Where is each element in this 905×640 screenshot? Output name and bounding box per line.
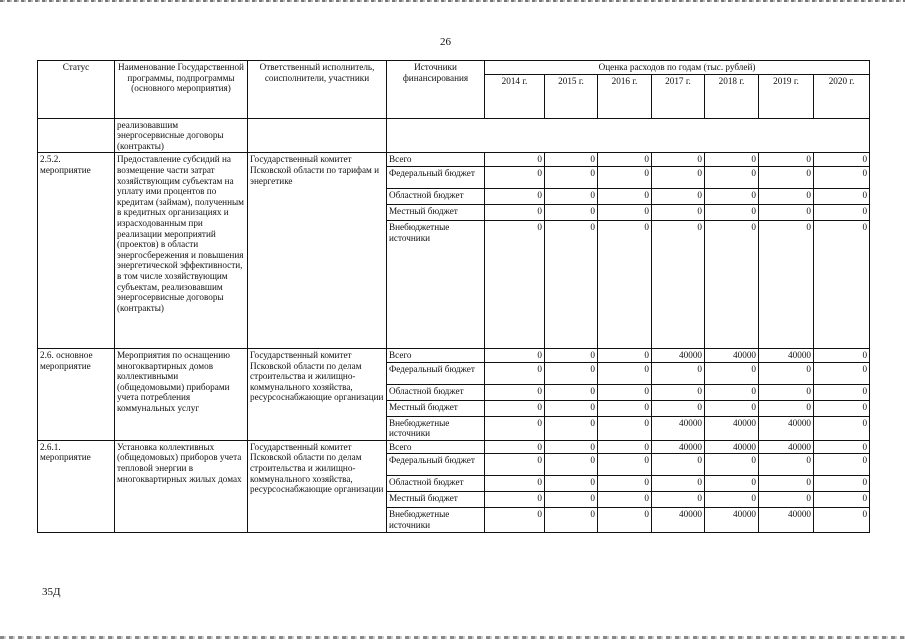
amount-cell: 40000 xyxy=(652,440,705,454)
funding-source-cell: Федеральный бюджет xyxy=(387,362,485,384)
header-program-name: Наименование Государственной программы, подпрограммы (основного мероприятия) xyxy=(115,61,248,119)
amount-cell: 40000 xyxy=(652,348,705,362)
amount-cell: 0 xyxy=(814,166,870,188)
amount-cell: 0 xyxy=(598,220,652,348)
continuation-blank-cell xyxy=(387,118,870,153)
amount-cell: 0 xyxy=(598,492,652,508)
amount-cell: 0 xyxy=(759,384,814,400)
amount-cell: 0 xyxy=(705,454,759,476)
amount-cell: 0 xyxy=(545,454,598,476)
amount-cell: 40000 xyxy=(759,348,814,362)
amount-cell: 0 xyxy=(545,416,598,440)
funding-source-cell: Федеральный бюджет xyxy=(387,166,485,188)
executor-cell: Государственный комитет Псковской области по делам строительства и жилищно-коммунального хозяйства, ресурсоснабжающие организации xyxy=(248,348,387,440)
amount-cell: 0 xyxy=(759,220,814,348)
budget-table xyxy=(37,60,870,533)
amount-cell: 0 xyxy=(545,400,598,416)
amount-cell: 0 xyxy=(705,362,759,384)
amount-cell: 0 xyxy=(652,220,705,348)
amount-cell: 0 xyxy=(814,454,870,476)
amount-cell: 40000 xyxy=(759,440,814,454)
amount-cell: 0 xyxy=(705,384,759,400)
amount-cell: 0 xyxy=(545,188,598,204)
amount-cell: 40000 xyxy=(652,508,705,532)
amount-cell: 0 xyxy=(598,384,652,400)
funding-source-cell: Внебюджетные источники xyxy=(387,416,485,440)
amount-cell: 0 xyxy=(485,166,545,188)
table-body xyxy=(38,118,870,532)
status-cell: 2.6. основное мероприятие xyxy=(38,348,115,440)
funding-source-cell: Всего xyxy=(387,348,485,362)
amount-cell: 0 xyxy=(759,188,814,204)
amount-cell: 40000 xyxy=(652,416,705,440)
amount-cell: 0 xyxy=(814,362,870,384)
amount-cell: 0 xyxy=(485,204,545,220)
amount-cell: 40000 xyxy=(759,416,814,440)
scan-edge-top xyxy=(0,0,905,2)
amount-cell: 0 xyxy=(598,400,652,416)
amount-cell: 0 xyxy=(705,188,759,204)
amount-cell: 40000 xyxy=(705,440,759,454)
funding-source-cell: Федеральный бюджет xyxy=(387,454,485,476)
amount-cell: 0 xyxy=(759,166,814,188)
funding-source-cell: Областной бюджет xyxy=(387,384,485,400)
header-funding-sources: Источники финансирования xyxy=(387,61,485,119)
amount-cell: 0 xyxy=(545,476,598,492)
funding-source-cell: Местный бюджет xyxy=(387,400,485,416)
amount-cell: 0 xyxy=(759,454,814,476)
amount-cell: 0 xyxy=(759,400,814,416)
amount-cell: 0 xyxy=(652,153,705,167)
table-row xyxy=(38,440,870,454)
amount-cell: 0 xyxy=(652,492,705,508)
amount-cell: 0 xyxy=(652,384,705,400)
funding-source-cell: Местный бюджет xyxy=(387,204,485,220)
amount-cell: 0 xyxy=(598,204,652,220)
program-name-cell: Установка коллективных (общедомовых) приборов учета тепловой энергии в многоквартирных жилых домах xyxy=(115,440,248,532)
header-year: 2015 г. xyxy=(545,74,598,118)
header-year: 2016 г. xyxy=(598,74,652,118)
amount-cell: 0 xyxy=(545,362,598,384)
amount-cell: 0 xyxy=(705,204,759,220)
amount-cell: 0 xyxy=(814,188,870,204)
amount-cell: 0 xyxy=(759,492,814,508)
header-status: Статус xyxy=(38,61,115,119)
amount-cell: 0 xyxy=(652,204,705,220)
page-number: 26 xyxy=(440,36,451,48)
header-year: 2018 г. xyxy=(705,74,759,118)
funding-source-cell: Областной бюджет xyxy=(387,188,485,204)
amount-cell: 0 xyxy=(814,153,870,167)
funding-source-cell: Внебюджетные источники xyxy=(387,508,485,532)
amount-cell: 0 xyxy=(814,348,870,362)
amount-cell: 0 xyxy=(485,416,545,440)
funding-source-cell: Всего xyxy=(387,440,485,454)
program-name-cell: Мероприятия по оснащению многоквартирных домов коллективными (общедомовыми) приборами учета потребления коммунальных услуг xyxy=(115,348,248,440)
amount-cell: 0 xyxy=(759,204,814,220)
amount-cell: 0 xyxy=(705,220,759,348)
amount-cell: 0 xyxy=(652,188,705,204)
amount-cell: 0 xyxy=(545,492,598,508)
amount-cell: 0 xyxy=(485,508,545,532)
amount-cell: 0 xyxy=(759,362,814,384)
amount-cell: 0 xyxy=(598,440,652,454)
amount-cell: 0 xyxy=(545,384,598,400)
amount-cell: 0 xyxy=(545,440,598,454)
amount-cell: 0 xyxy=(485,384,545,400)
table-row xyxy=(38,348,870,362)
amount-cell: 0 xyxy=(485,348,545,362)
amount-cell: 0 xyxy=(598,188,652,204)
funding-source-cell: Областной бюджет xyxy=(387,476,485,492)
funding-source-cell: Местный бюджет xyxy=(387,492,485,508)
amount-cell: 0 xyxy=(705,400,759,416)
amount-cell: 0 xyxy=(705,492,759,508)
amount-cell: 0 xyxy=(598,508,652,532)
amount-cell: 0 xyxy=(545,166,598,188)
amount-cell: 0 xyxy=(652,166,705,188)
amount-cell: 0 xyxy=(485,400,545,416)
continuation-status-cell xyxy=(38,118,115,153)
amount-cell: 0 xyxy=(814,400,870,416)
amount-cell: 0 xyxy=(485,153,545,167)
continuation-executor-cell xyxy=(248,118,387,153)
funding-source-cell: Внебюджетные источники xyxy=(387,220,485,348)
table-row xyxy=(38,153,870,167)
amount-cell: 0 xyxy=(652,362,705,384)
amount-cell: 0 xyxy=(652,454,705,476)
amount-cell: 0 xyxy=(652,400,705,416)
header-year: 2014 г. xyxy=(485,74,545,118)
status-cell: 2.6.1. мероприятие xyxy=(38,440,115,532)
amount-cell: 0 xyxy=(814,492,870,508)
funding-source-cell: Всего xyxy=(387,153,485,167)
amount-cell: 0 xyxy=(705,166,759,188)
amount-cell: 0 xyxy=(759,153,814,167)
amount-cell: 0 xyxy=(814,384,870,400)
amount-cell: 0 xyxy=(485,492,545,508)
amount-cell: 40000 xyxy=(705,348,759,362)
executor-cell: Государственный комитет Псковской области по делам строительства и жилищно-коммунального хозяйства, ресурсоснабжающие организации xyxy=(248,440,387,532)
amount-cell: 40000 xyxy=(759,508,814,532)
amount-cell: 0 xyxy=(485,220,545,348)
amount-cell: 0 xyxy=(705,476,759,492)
header-year: 2017 г. xyxy=(652,74,705,118)
header-year: 2019 г. xyxy=(759,74,814,118)
continuation-row xyxy=(38,118,870,153)
amount-cell: 0 xyxy=(598,153,652,167)
scan-edge-bottom xyxy=(0,636,905,639)
amount-cell: 0 xyxy=(485,454,545,476)
amount-cell: 0 xyxy=(598,416,652,440)
header-year: 2020 г. xyxy=(814,74,870,118)
amount-cell: 40000 xyxy=(705,508,759,532)
program-name-cell: Предоставление субсидий на возмещение части затрат хозяйствующим субъектам на уплату ими процентов по кредитам (займам), полученным в кредитных организациях и израсходованным при реализации мероприятий (проектов) в области энергосбережения и повышения энергетической эффективности, в том числе хозяйствующим субъектам, реализовавшим энергосервисные договоры (контракты) xyxy=(115,153,248,349)
document-code: 35Д xyxy=(42,586,61,598)
amount-cell: 0 xyxy=(598,166,652,188)
amount-cell: 0 xyxy=(814,416,870,440)
status-cell: 2.5.2. мероприятие xyxy=(38,153,115,349)
amount-cell: 0 xyxy=(814,440,870,454)
amount-cell: 0 xyxy=(485,188,545,204)
amount-cell: 40000 xyxy=(705,416,759,440)
amount-cell: 0 xyxy=(485,362,545,384)
continuation-name-cell: реализовавшим энергосервисные договоры (контракты) xyxy=(115,118,248,153)
amount-cell: 0 xyxy=(485,440,545,454)
amount-cell: 0 xyxy=(545,348,598,362)
amount-cell: 0 xyxy=(652,476,705,492)
executor-cell: Государственный комитет Псковской области по тарифам и энергетике xyxy=(248,153,387,349)
amount-cell: 0 xyxy=(814,220,870,348)
amount-cell: 0 xyxy=(598,348,652,362)
amount-cell: 0 xyxy=(485,476,545,492)
header-expense-estimate: Оценка расходов по годам (тыс. рублей) xyxy=(485,61,870,75)
amount-cell: 0 xyxy=(545,204,598,220)
amount-cell: 0 xyxy=(814,204,870,220)
amount-cell: 0 xyxy=(598,454,652,476)
amount-cell: 0 xyxy=(759,476,814,492)
amount-cell: 0 xyxy=(545,508,598,532)
amount-cell: 0 xyxy=(545,153,598,167)
amount-cell: 0 xyxy=(598,362,652,384)
amount-cell: 0 xyxy=(598,476,652,492)
amount-cell: 0 xyxy=(545,220,598,348)
amount-cell: 0 xyxy=(705,153,759,167)
amount-cell: 0 xyxy=(814,476,870,492)
header-executor: Ответственный исполнитель, соисполнители, участники xyxy=(248,61,387,119)
amount-cell: 0 xyxy=(814,508,870,532)
